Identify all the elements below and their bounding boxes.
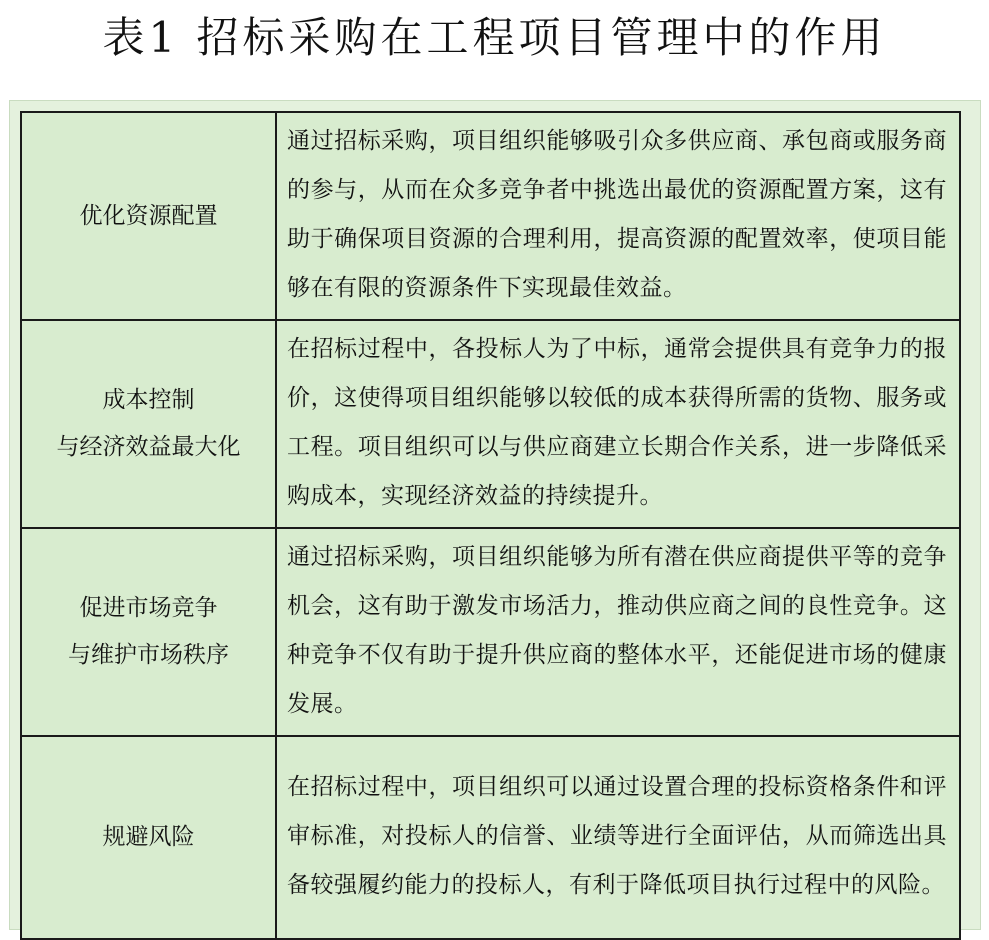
table-panel (9, 100, 981, 930)
row-label-line: 与维护市场秩序 (68, 642, 229, 668)
table-row (21, 528, 960, 736)
row-description: 在招标过程中，各投标人为了中标，通常会提供具有竞争力的报价，这使得项目组织能够以较低的成本获得所需的货物、服务或工程。项目组织可以与供应商建立长期合作关系，进一步降低采购成本，实现经济效益的持续提升。 (276, 320, 960, 528)
table-row (21, 320, 960, 528)
row-description: 通过招标采购，项目组织能够为所有潜在供应商提供平等的竞争机会，这有助于激发市场活力，推动供应商之间的良性竞争。这种竞争不仅有助于提升供应商的整体水平，还能促进市场的健康发展。 (276, 528, 960, 736)
row-label-line: 优化资源配置 (79, 202, 218, 229)
table-row (21, 736, 960, 939)
row-label (21, 528, 276, 736)
row-label (21, 320, 276, 528)
row-label-line: 与经济效益最大化 (56, 434, 241, 460)
row-label-line: 规避风险 (102, 824, 195, 850)
table-row (21, 112, 960, 320)
row-label-line: 成本控制 (102, 387, 195, 413)
procurement-role-table (20, 111, 961, 940)
row-label (21, 736, 276, 939)
row-label (21, 112, 276, 320)
row-label-line: 促进市场竞争 (79, 595, 218, 621)
page-title: 表1 招标采购在工程项目管理中的作用 (102, 13, 887, 62)
row-description: 通过招标采购，项目组织能够吸引众多供应商、承包商或服务商的参与，从而在众多竞争者中挑选出最优的资源配置方案，这有助于确保项目资源的合理利用，提高资源的配置效率，使项目能够在有限的资源条件下实现最佳效益。 (276, 112, 960, 320)
row-description: 在招标过程中，项目组织可以通过设置合理的投标资格条件和评审标准，对投标人的信誉、业绩等进行全面评估，从而筛选出具备较强履约能力的投标人，有利于降低项目执行过程中的风险。 (276, 736, 960, 939)
